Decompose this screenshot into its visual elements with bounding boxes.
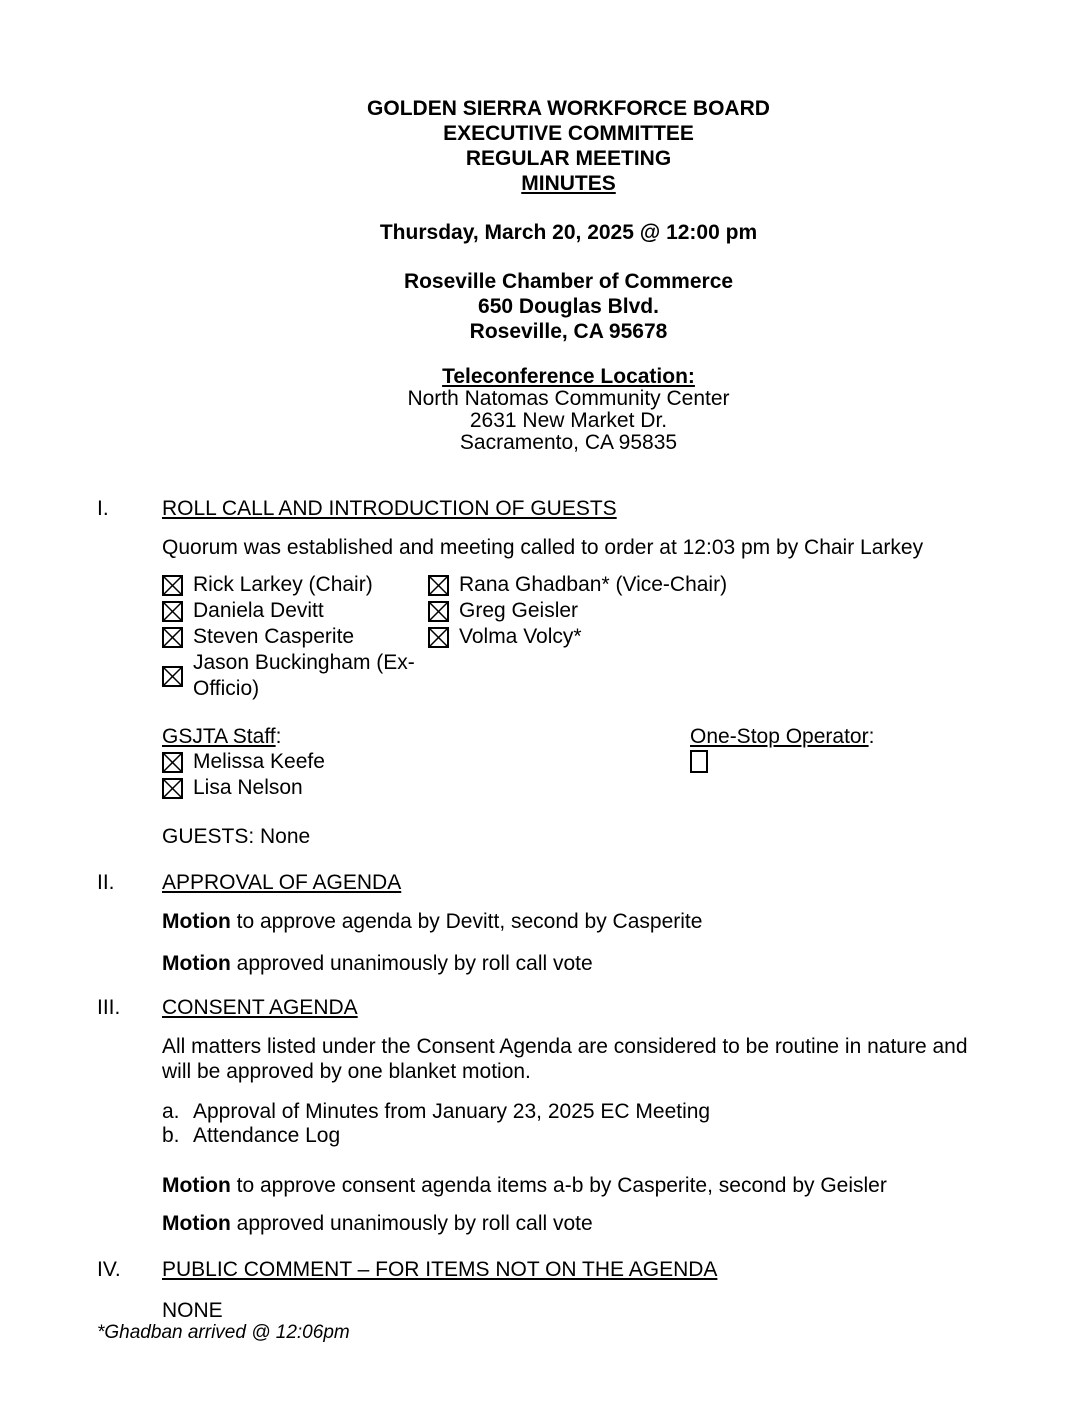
venue-city: Roseville, CA 95678 (469, 320, 668, 343)
checked-checkbox-icon (162, 751, 183, 773)
member-name: Steven Casperite (193, 625, 355, 648)
title-line-2: EXECUTIVE COMMITTEE (443, 122, 694, 145)
motion-text: Motion approved unanimously by roll call vote (162, 952, 593, 975)
staff-member (162, 749, 690, 775)
member-list (162, 572, 977, 702)
member-name: Rana Ghadban* (Vice-Chair) (459, 573, 728, 596)
motion-text: Motion to approve consent agenda items a-b by Casperite, second by Geisler (162, 1174, 887, 1197)
one-stop-entry (690, 749, 977, 773)
section-heading (97, 870, 1040, 895)
section-heading (97, 1257, 1040, 1282)
member-item (162, 624, 428, 650)
one-stop-heading: One-Stop Operator: (690, 725, 875, 748)
section-body (162, 1034, 977, 1236)
checked-checkbox-icon (428, 600, 449, 622)
member-item (428, 572, 977, 598)
section-approval-of-agenda (97, 870, 1040, 976)
checked-checkbox-icon (428, 574, 449, 596)
teleconference-street: 2631 New Market Dr. (469, 409, 668, 432)
checked-checkbox-icon (162, 600, 183, 622)
meeting-datetime: Thursday, March 20, 2025 @ 12:00 pm (379, 221, 758, 244)
staff-name: Melissa Keefe (193, 750, 325, 773)
public-comment-body: NONE (162, 1299, 223, 1322)
section-consent-agenda (97, 995, 1040, 1236)
unchecked-checkbox-icon (690, 749, 708, 773)
consent-item (162, 1124, 977, 1148)
member-name: Rick Larkey (Chair) (193, 573, 373, 596)
one-stop-column (690, 724, 977, 801)
teleconference-city: Sacramento, CA 95835 (459, 431, 678, 454)
member-name: Jason Buckingham (Ex-Officio) (193, 651, 415, 700)
footnote: *Ghadban arrived @ 12:06pm (97, 1322, 350, 1343)
checked-checkbox-icon (162, 574, 183, 596)
section-title: CONSENT AGENDA (162, 996, 358, 1019)
section-body (162, 1298, 977, 1323)
staff-operator-block (162, 724, 977, 801)
staff-member (162, 775, 690, 801)
member-item (162, 572, 428, 598)
consent-item-list (162, 1100, 977, 1148)
motion-text: Motion approved unanimously by roll call vote (162, 1212, 593, 1235)
item-label: b. (162, 1124, 180, 1147)
motion-keyword: Motion (162, 910, 231, 933)
section-public-comment (97, 1257, 1040, 1323)
staff-column (162, 724, 690, 801)
title-line-1: GOLDEN SIERRA WORKFORCE BOARD (367, 97, 770, 120)
item-text: Attendance Log (193, 1124, 341, 1147)
section-numeral: I. (97, 497, 109, 520)
title-line-3: REGULAR MEETING (465, 147, 672, 170)
staff-heading: GSJTA Staff: (162, 725, 282, 748)
member-item (162, 650, 428, 702)
section-heading (97, 995, 1040, 1020)
consent-intro: All matters listed under the Consent Agenda are considered to be routine in nature and will be approved by one blanket motion. (162, 1035, 968, 1083)
section-roll-call (97, 496, 1040, 849)
motion-text: Motion to approve agenda by Devitt, second by Casperite (162, 910, 703, 933)
checked-checkbox-icon (162, 777, 183, 799)
item-text: Approval of Minutes from January 23, 2025 EC Meeting (193, 1100, 711, 1123)
section-numeral: IV. (97, 1258, 121, 1281)
section-body (162, 535, 977, 849)
section-title: PUBLIC COMMENT – FOR ITEMS NOT ON THE AGENDA (162, 1258, 718, 1281)
section-numeral: II. (97, 871, 115, 894)
teleconference-block (97, 365, 1040, 454)
teleconference-heading: Teleconference Location: (442, 365, 695, 388)
member-name: Daniela Devitt (193, 599, 324, 622)
venue-street: 650 Douglas Blvd. (478, 295, 659, 318)
motion-keyword: Motion (162, 1212, 231, 1235)
section-title: APPROVAL OF AGENDA (162, 871, 402, 894)
member-item (428, 598, 977, 624)
checked-checkbox-icon (162, 665, 183, 687)
item-label: a. (162, 1100, 180, 1123)
document-header (97, 96, 1040, 454)
minutes-heading: MINUTES (521, 172, 616, 195)
section-numeral: III. (97, 996, 121, 1019)
venue-name: Roseville Chamber of Commerce (403, 270, 734, 293)
member-name: Greg Geisler (459, 599, 579, 622)
checked-checkbox-icon (162, 626, 183, 648)
member-item (428, 624, 977, 650)
motion-keyword: Motion (162, 952, 231, 975)
checked-checkbox-icon (428, 626, 449, 648)
section-title: ROLL CALL AND INTRODUCTION OF GUESTS (162, 497, 617, 520)
teleconference-name: North Natomas Community Center (407, 387, 730, 410)
consent-item (162, 1100, 977, 1124)
member-name: Volma Volcy* (459, 625, 582, 648)
member-item (162, 598, 428, 624)
staff-name: Lisa Nelson (193, 776, 303, 799)
motion-keyword: Motion (162, 1174, 231, 1197)
venue-block (97, 269, 1040, 344)
quorum-text: Quorum was established and meeting called to order at 12:03 pm by Chair Larkey (162, 536, 924, 559)
guests-text: GUESTS: None (162, 825, 311, 848)
section-heading (97, 496, 1040, 521)
section-body (162, 909, 977, 976)
